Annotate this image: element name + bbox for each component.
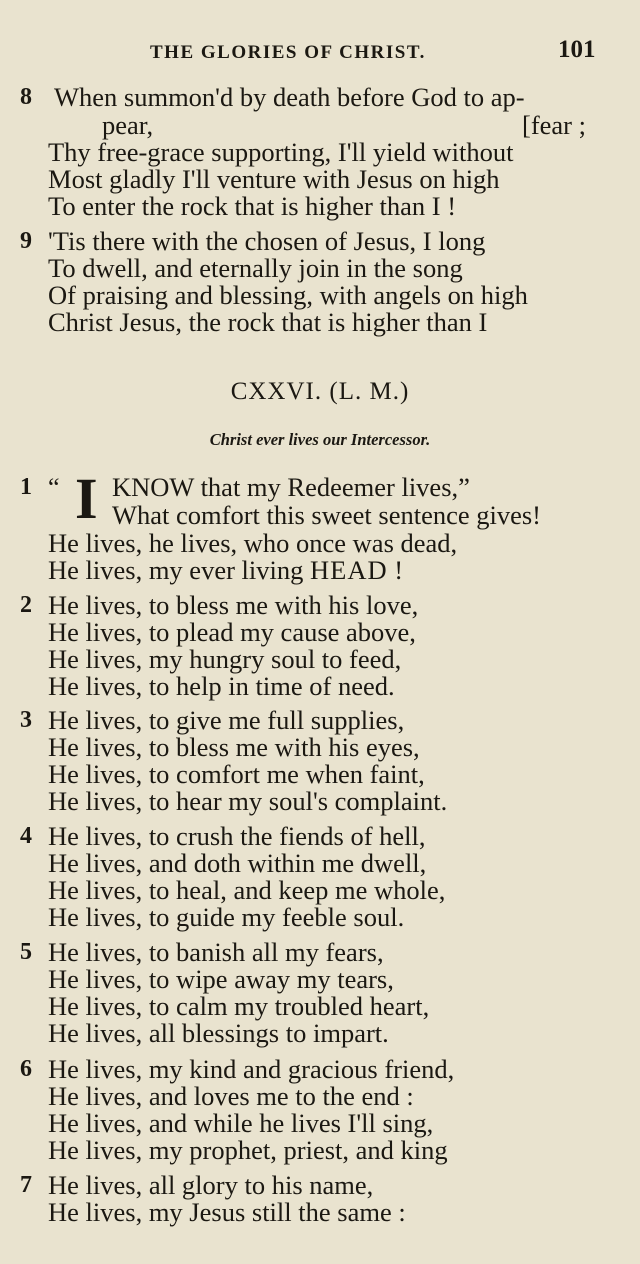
verse-line: To dwell, and eternally join in the song bbox=[48, 253, 463, 283]
verse-text: ! bbox=[394, 555, 404, 585]
stanza-number: 6 bbox=[20, 1056, 32, 1082]
stanza-number: 7 bbox=[20, 1172, 32, 1198]
stanza-number: 9 bbox=[20, 228, 32, 254]
stanza-number: 5 bbox=[20, 939, 32, 965]
verse-line: 'Tis there with the chosen of Jesus, I long bbox=[48, 226, 486, 256]
verse-line: He lives, he lives, who once was dead, bbox=[48, 528, 458, 558]
verse-line: He lives, and loves me to the end : bbox=[48, 1081, 414, 1111]
verse-line: He lives, to plead my cause above, bbox=[48, 617, 416, 647]
drop-cap: I bbox=[75, 466, 98, 531]
verse-line: Thy free-grace supporting, I'll yield without bbox=[48, 137, 514, 167]
verse-line: He lives, all blessings to impart. bbox=[48, 1018, 389, 1048]
verse-line: He lives, to give me full supplies, bbox=[48, 705, 405, 735]
verse-line: He lives, to wipe away my tears, bbox=[48, 964, 394, 994]
open-quote: “ bbox=[48, 473, 60, 502]
stanza-number: 3 bbox=[20, 707, 32, 733]
verse-line: He lives, to guide my feeble soul. bbox=[48, 902, 405, 932]
verse-line: He lives, my prophet, priest, and king bbox=[48, 1135, 448, 1165]
verse-text: He lives, my ever living bbox=[48, 555, 304, 585]
verse-line: He lives, to help in time of need. bbox=[48, 671, 395, 701]
verse-line: [fear ; bbox=[522, 110, 586, 140]
verse-line: To enter the rock that is higher than I ! bbox=[48, 191, 457, 221]
verse-line: pear, bbox=[102, 110, 154, 140]
hymn-title: CXXVI. (L. M.) bbox=[230, 378, 410, 405]
verse-line: He lives, to bless me with his eyes, bbox=[48, 732, 420, 762]
page-number: 101 bbox=[558, 36, 596, 63]
running-head: THE GLORIES OF CHRIST. bbox=[150, 42, 426, 63]
verse-line: He lives, to banish all my fears, bbox=[48, 937, 384, 967]
verse-line: He lives, my Jesus still the same : bbox=[48, 1197, 406, 1227]
stanza-number: 2 bbox=[20, 592, 32, 618]
verse-line: He lives, to bless me with his love, bbox=[48, 590, 419, 620]
stanza-number: 4 bbox=[20, 823, 32, 849]
verse-line: He lives, to comfort me when faint, bbox=[48, 759, 425, 789]
verse-line: He lives, all glory to his name, bbox=[48, 1170, 374, 1200]
verse-line: He lives, to heal, and keep me whole, bbox=[48, 875, 446, 905]
verse-line: He lives, and doth within me dwell, bbox=[48, 848, 427, 878]
verse-line: What comfort this sweet sentence gives! bbox=[112, 500, 542, 530]
verse-line: He lives, to crush the fiends of hell, bbox=[48, 821, 426, 851]
verse-line: When summon'd by death before God to ap- bbox=[54, 82, 525, 112]
verse-line: He lives, to calm my troubled heart, bbox=[48, 991, 430, 1021]
verse-line bbox=[48, 557, 403, 584]
verse-line: He lives, my hungry soul to feed, bbox=[48, 644, 402, 674]
verse-line: He lives, my kind and gracious friend, bbox=[48, 1054, 455, 1084]
page-header bbox=[0, 34, 640, 74]
verse-line: He lives, and while he lives I'll sing, bbox=[48, 1108, 434, 1138]
verse-line: Christ Jesus, the rock that is higher than I bbox=[48, 307, 488, 337]
stanza-number: 1 bbox=[20, 474, 32, 500]
stanza-number: 8 bbox=[20, 84, 32, 110]
verse-line: Of praising and blessing, with angels on high bbox=[48, 280, 528, 310]
verse-line: Most gladly I'll venture with Jesus on high bbox=[48, 164, 500, 194]
hymn-subtitle: Christ ever lives our Intercessor. bbox=[209, 430, 431, 449]
verse-line: KNOW that my Redeemer lives,” bbox=[112, 472, 470, 502]
small-caps-word: HEAD bbox=[310, 555, 388, 585]
verse-line: He lives, to hear my soul's complaint. bbox=[48, 786, 448, 816]
